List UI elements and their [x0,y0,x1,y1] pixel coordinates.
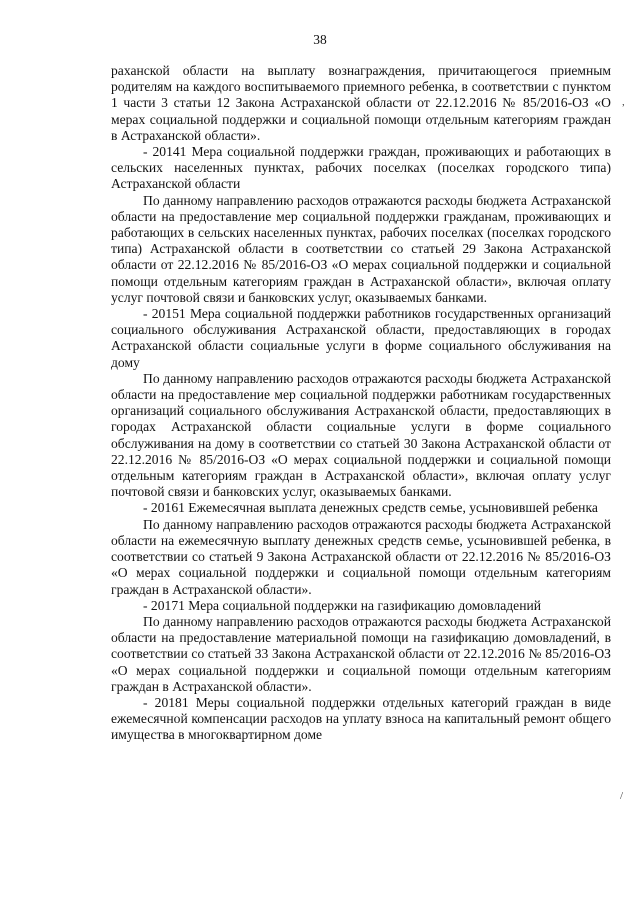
paragraph-20141-description: По данному направлению расходов отражаются расходы бюджета Астраханской области на предоставление мер социальной поддержки гражданам, проживающих и работающих в сельских населенных пунктах, рабочих поселках (поселках городского типа) Астраханской области в соответствии со статьей 29 Закона Астраханской области от 22.12.2016 № 85/2016-ОЗ «О мерах социальной поддержки и социальной помощи отдельным категориям граждан в Астраханской области», включая оплату услуг почтовой связи и банковских услуг, оказываемых банками. [111,192,611,305]
paragraph-20161-description: По данному направлению расходов отражаются расходы бюджета Астраханской области на ежемесячную выплату денежных средств семье, усыновившей ребенка, в соответствии со статьей 9 Закона Астраханской области от 22.12.2016 № 85/2016-ОЗ «О мерах социальной поддержки и социальной помощи отдельным категориям граждан в Астраханской области». [111,516,611,597]
budget-item-20171: - 20171 Мера социальной поддержки на газификацию домовладений [143,597,542,613]
budget-item-20161: - 20161 Ежемесячная выплата денежных средств семье, усыновившей ребенка [143,500,598,516]
paragraph-continuation: раханской области на выплату вознаграждения, причитающегося приемным родителям на каждого воспитываемого приемного ребенка, в соответствии с пунктом 1 части 3 статьи 12 Закона Астраханской области от 22.12.2016 № 85/2016-ОЗ «О мерах социальной поддержки и социальной помощи отдельным категориям граждан в Астраханской области». [111,63,611,143]
document-body [111,63,611,744]
paragraph-20171-description: По данному направлению расходов отражаются расходы бюджета Астраханской области на предоставление материальной помощи на газификацию домовладений, в соответствии со статьей 33 Закона Астраханской области от 22.12.2016 № 85/2016-ОЗ «О мерах социальной поддержки и социальной помощи отдельным категориям граждан в Астраханской области». [111,613,611,694]
budget-item-20181: - 20181 Меры социальной поддержки отдельных категорий граждан в виде ежемесячной компенсации расходов на уплату взноса на капитальный ремонт общего имущества в многоквартирном доме [111,694,611,743]
budget-item-20151: - 20151 Мера социальной поддержки работников государственных организаций социального обслуживания Астраханской области, предоставляющих в городах Астраханской области социальные услуги в форме социального обслуживания на дому [111,306,611,370]
scan-mark: , [622,96,625,108]
paragraph-20151-description: По данному направлению расходов отражаются расходы бюджета Астраханской области на предоставление мер социальной поддержки работникам государственных организаций социального обслуживания Астраханской области, предоставляющих в городах Астраханской области социальные услуги в форме социального обслуживания на дому в соответствии со статьей 30 Закона Астраханской области от 22.12.2016 № 85/2016-ОЗ «О мерах социальной поддержки и социальной помощи отдельным категориям граждан в Астраханской области», включая оплату услуг почтовой связи и банковских услуг, оказываемых банками. [111,370,611,500]
page-number: 38 [313,32,327,47]
budget-item-20141: - 20141 Мера социальной поддержки граждан, проживающих и работающих в сельских населенных пунктах, рабочих поселках (поселках городского типа) Астраханской области [111,144,611,192]
scan-mark: / [620,790,624,802]
